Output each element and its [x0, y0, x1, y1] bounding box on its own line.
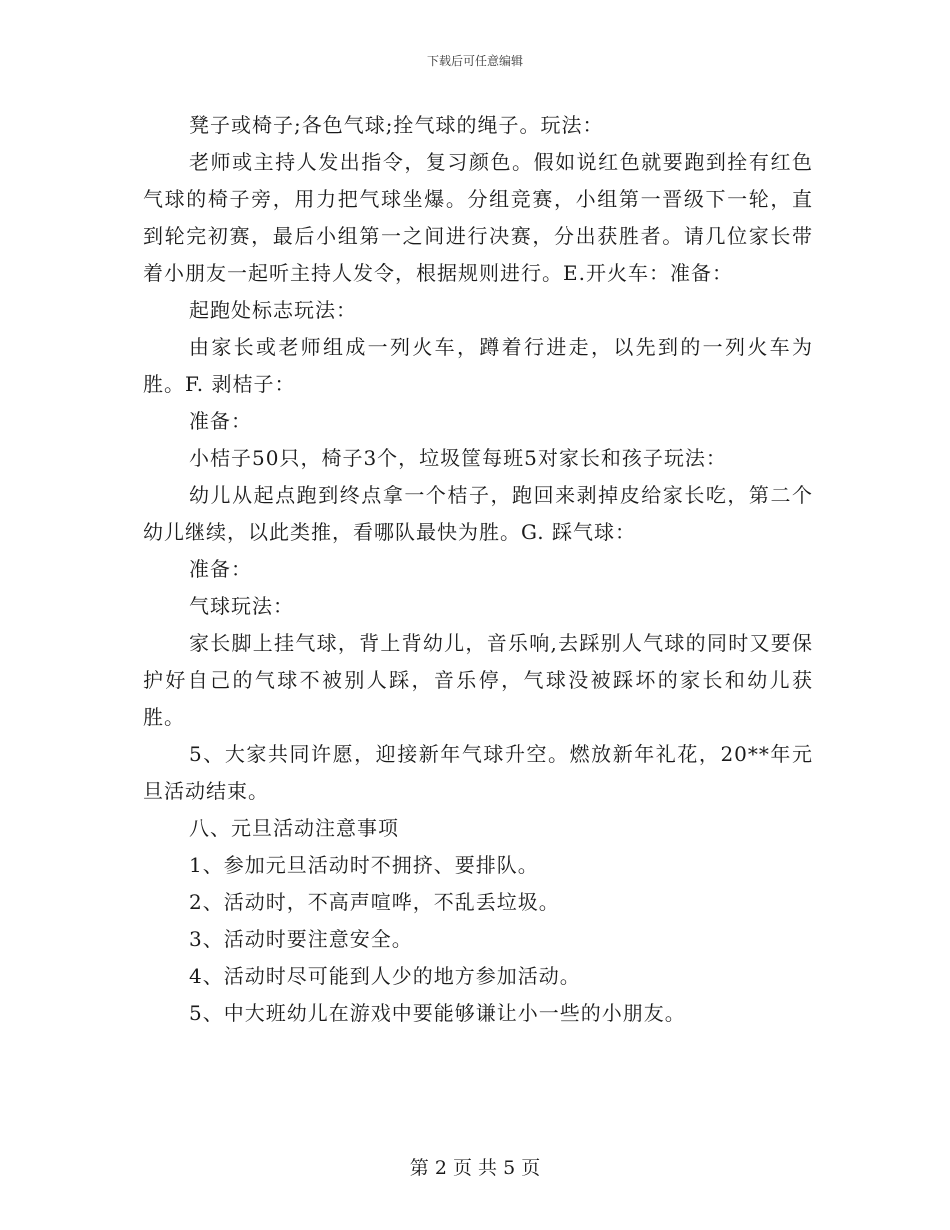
- list-item: 4、活动时尽可能到人少的地方参加活动。: [189, 964, 581, 988]
- paragraph: 准备：: [189, 409, 252, 433]
- footer-middle: 页 共: [452, 1157, 498, 1179]
- paragraph: 老师或主持人发出指令，复习颜色。假如说红色就要跑到拴有红色气球的椅子旁，用力把气球坐爆。分组竞赛，小组第一晋级下一轮，直到轮完初赛，最后小组第一之间进行决赛，分出获胜者。请几位家长带着小朋友一起听主持人发令，根据规则进行。E.开火车：准备：: [143, 150, 813, 285]
- paragraph: 幼儿从起点跑到终点拿一个桔子，跑回来剥掉皮给家长吃，第二个幼儿继续，以此类推，看哪队最快为胜。G. 踩气球：: [143, 483, 813, 544]
- paragraph: 5、大家共同许愿，迎接新年气球升空。燃放新年礼花，20**年元旦活动结束。: [143, 742, 813, 803]
- list-item: 1、参加元旦活动时不拥挤、要排队。: [189, 853, 539, 877]
- paragraph: 家长脚上挂气球，背上背幼儿，音乐响,去踩别人气球的同时又要保护好自己的气球不被别人踩，音乐停，气球没被踩坏的家长和幼儿获胜。: [143, 631, 813, 729]
- page-header-note: 下载后可任意编辑: [426, 54, 523, 68]
- paragraph: 准备：: [189, 557, 252, 581]
- document-body: [143, 107, 813, 1032]
- paragraph: 凳子或椅子;各色气球;拴气球的绳子。玩法：: [189, 113, 604, 137]
- total-pages: 5: [503, 1157, 516, 1179]
- paragraph: 小桔子50只，椅子3个，垃圾筐每班5对家长和孩子玩法：: [189, 446, 727, 470]
- section-heading: 八、元旦活动注意事项: [189, 816, 399, 840]
- current-page-number: 2: [434, 1157, 447, 1179]
- paragraph: 气球玩法：: [189, 594, 294, 618]
- list-item: 5、中大班幼儿在游戏中要能够谦让小一些的小朋友。: [189, 1001, 686, 1025]
- list-item: 3、活动时要注意安全。: [189, 927, 413, 951]
- paragraph: 起跑处标志玩法：: [189, 298, 357, 322]
- paragraph: 由家长或老师组成一列火车，蹲着行进走，以先到的一列火车为胜。F. 剥桔子：: [143, 335, 813, 396]
- footer-prefix: 第: [409, 1157, 429, 1179]
- list-item: 2、活动时，不高声喧哗，不乱丢垃圾。: [189, 890, 560, 914]
- page-footer: [0, 1153, 950, 1180]
- footer-suffix: 页: [521, 1157, 541, 1179]
